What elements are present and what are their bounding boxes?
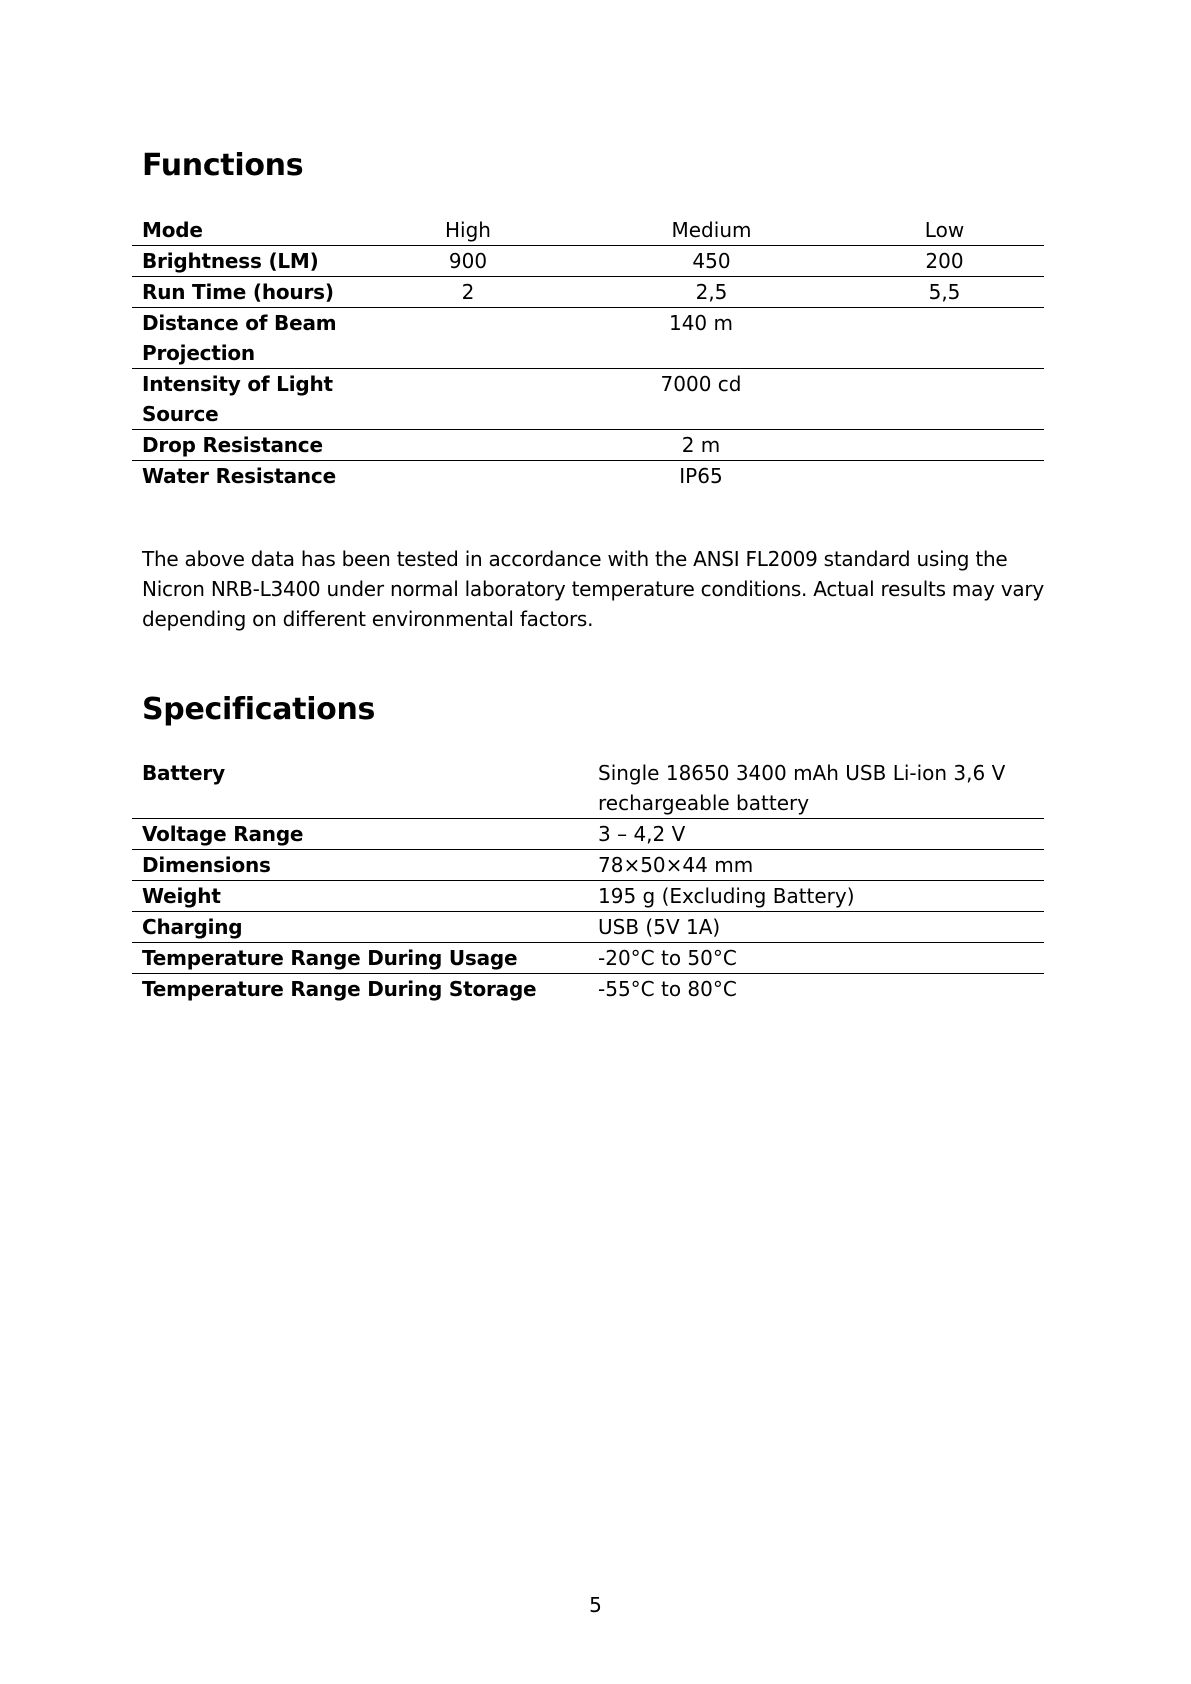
cell-high: 900: [358, 246, 578, 277]
specifications-heading: Specifications: [142, 692, 376, 727]
column-header-medium: Medium: [578, 215, 845, 246]
test-conditions-note: The above data has been tested in accordance with the ANSI FL2009 standard using the Nicron NRB-L3400 under normal laboratory temperature conditions. Actual results may vary depending on different environmental factors.: [142, 547, 1044, 631]
table-row: [132, 974, 1044, 1005]
page-number: 5: [589, 1593, 602, 1617]
spec-label: Weight: [132, 881, 588, 912]
row-label: [132, 369, 358, 430]
merged-value-cell: 2 m: [358, 430, 1044, 461]
table-row: [132, 308, 1044, 369]
table-row: [132, 369, 1044, 430]
cell-low: 200: [845, 246, 1044, 277]
row-label: Drop Resistance: [132, 430, 358, 461]
spec-value: USB (5V 1A): [588, 912, 1044, 943]
spec-value: -20°C to 50°C: [588, 943, 1044, 974]
cell-medium: 2,5: [578, 277, 845, 308]
spec-label: Dimensions: [132, 850, 588, 881]
column-header-high: High: [358, 215, 578, 246]
row-label: [132, 308, 358, 369]
functions-heading: Functions: [142, 148, 304, 183]
spec-label: Voltage Range: [132, 819, 588, 850]
table-row: [132, 430, 1044, 461]
specifications-table: [132, 758, 1044, 1004]
spec-value: 195 g (Excluding Battery): [588, 881, 1044, 912]
table-header-row: [132, 215, 1044, 246]
row-label-line: Distance of Beam: [142, 311, 337, 335]
spec-value: Single 18650 3400 mAh USB Li-ion 3,6 V rechargeable battery: [588, 758, 1044, 819]
table-row: [132, 758, 1044, 819]
spec-value: -55°C to 80°C: [598, 977, 737, 1001]
functions-table: [132, 215, 1044, 491]
row-label-line: Intensity of Light: [142, 372, 333, 396]
row-label-line: Source: [142, 402, 219, 426]
table-row: [132, 246, 1044, 277]
spec-label: Temperature Range During Storage: [142, 977, 537, 1001]
column-header-low: Low: [845, 215, 1044, 246]
row-label: Water Resistance: [142, 464, 336, 488]
table-row: [132, 461, 1044, 492]
spec-value: 78×50×44 mm: [588, 850, 1044, 881]
spec-value: 3 – 4,2 V: [588, 819, 1044, 850]
row-label: Brightness (LM): [132, 246, 358, 277]
merged-value-cell: 7000 cd: [358, 369, 1044, 430]
merged-value-cell: IP65: [679, 464, 723, 488]
table-row: [132, 850, 1044, 881]
spec-label: Charging: [132, 912, 588, 943]
table-row: [132, 943, 1044, 974]
cell-medium: 450: [578, 246, 845, 277]
cell-low: 5,5: [845, 277, 1044, 308]
table-row: [132, 277, 1044, 308]
column-header-mode: Mode: [132, 215, 358, 246]
table-row: [132, 912, 1044, 943]
merged-value-cell: 140 m: [358, 308, 1044, 369]
spec-label: Battery: [132, 758, 588, 819]
cell-high: 2: [358, 277, 578, 308]
table-row: [132, 881, 1044, 912]
row-label-line: Projection: [142, 341, 255, 365]
spec-label: Temperature Range During Usage: [132, 943, 588, 974]
table-row: [132, 819, 1044, 850]
row-label: Run Time (hours): [132, 277, 358, 308]
